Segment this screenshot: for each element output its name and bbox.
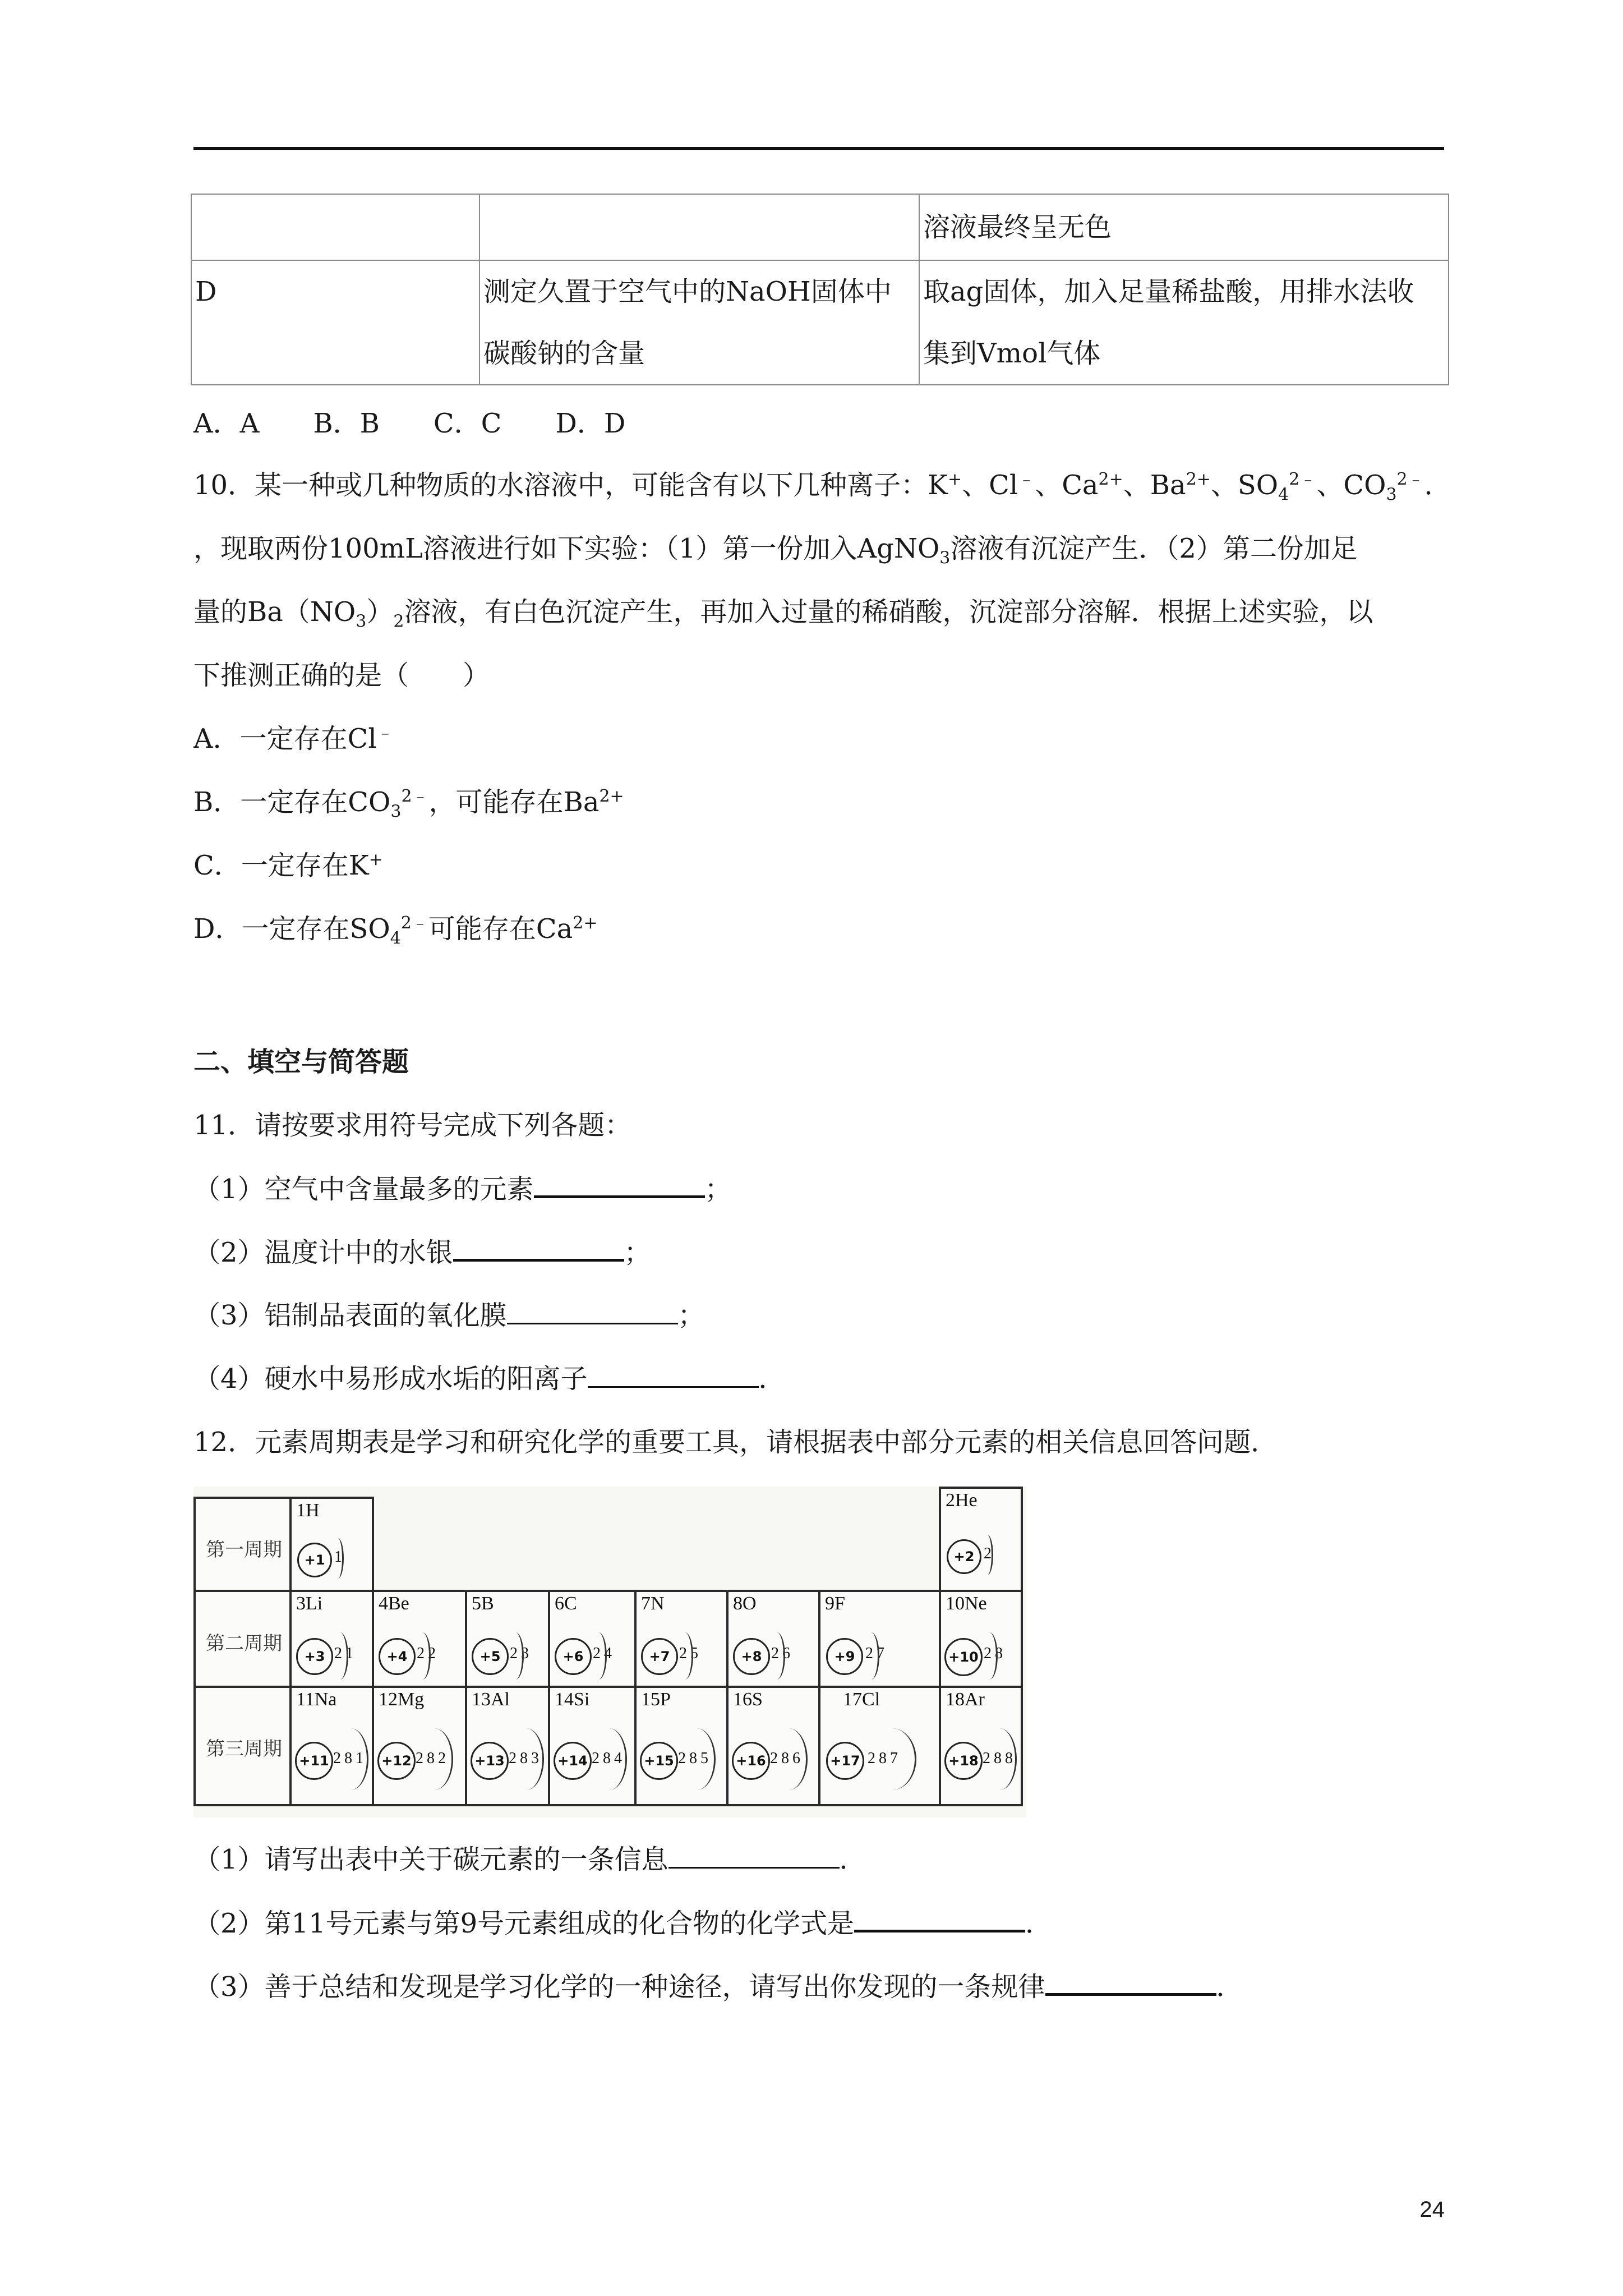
q10-line-2: [193, 532, 1358, 568]
shell-arc: [770, 1728, 808, 1790]
option-text: D．一定存在SO: [193, 913, 390, 945]
element-cell-he: [939, 1487, 1023, 1592]
electron-shells: 22: [417, 1645, 439, 1662]
table-cell: [479, 260, 919, 385]
superscript: ﹣: [1018, 470, 1035, 489]
shell-arc: [416, 1728, 453, 1790]
shell-arc: [983, 1728, 1017, 1790]
superscript: 2+: [599, 786, 624, 806]
answer-blank[interactable]: [507, 1299, 678, 1324]
periodic-table-figure: [193, 1487, 1026, 1818]
element-symbol: 16S: [733, 1689, 763, 1710]
shell-arc: [981, 1535, 993, 1575]
shell-arc: [678, 1728, 716, 1790]
q12-part-1: [193, 1843, 866, 1876]
nucleus: +4: [379, 1638, 416, 1675]
q10-option-d: [193, 912, 598, 949]
subscript: 3: [1386, 485, 1397, 505]
shell-arc: [863, 1632, 879, 1680]
element-cell-n: [634, 1590, 728, 1688]
shell-arc: [332, 1538, 344, 1579]
shell-arc: [508, 1632, 524, 1680]
q10-text: 、SO: [1210, 470, 1279, 501]
option-text: ，可能存在Ba: [428, 786, 600, 818]
superscript: +: [368, 850, 383, 869]
nucleus: +3: [296, 1638, 333, 1675]
q11-part-3: [193, 1299, 705, 1332]
q10-text: 、Cl: [962, 470, 1018, 501]
shell-arc: [592, 1728, 627, 1790]
q10-text: ．: [1424, 470, 1451, 501]
element-cell-s: [726, 1686, 820, 1806]
cell-line: 集到Vmol气体: [923, 338, 1101, 369]
element-symbol: 9F: [825, 1593, 845, 1614]
subscript: 3: [390, 802, 402, 822]
q10-text: 、Ba: [1123, 470, 1186, 501]
q11-part-2: [193, 1235, 651, 1269]
element-symbol: 8O: [733, 1593, 757, 1614]
element-symbol: 7N: [641, 1593, 665, 1614]
element-symbol: 18Ar: [946, 1689, 985, 1710]
subscript: 4: [1278, 485, 1289, 505]
nucleus: +12: [377, 1742, 416, 1780]
punct: ；: [677, 1300, 705, 1331]
element-symbol: 6C: [555, 1593, 577, 1614]
superscript: 2+: [1186, 470, 1211, 489]
q10-text: 溶液，有白色沉淀产生，再加入过量的稀硝酸，沉淀部分溶解．根据上述实验，以: [404, 596, 1373, 628]
electron-shells: 23: [510, 1645, 532, 1662]
q10-line-3: [193, 595, 1373, 632]
shell-arc: [333, 1728, 368, 1790]
table-cell: 溶液最终呈无色: [919, 194, 1449, 260]
nucleus: +13: [471, 1742, 509, 1780]
electron-shells: 24: [593, 1645, 615, 1662]
answer-blank[interactable]: [453, 1235, 624, 1262]
superscript: 2+: [573, 913, 598, 933]
table-cell: [919, 260, 1449, 385]
question-9-table: [191, 194, 1449, 385]
q10-option-b: [193, 785, 624, 822]
punct: ；: [624, 1237, 651, 1268]
element-symbol: 14Si: [555, 1689, 590, 1710]
answer-blank[interactable]: [588, 1363, 759, 1388]
element-cell-be: [372, 1590, 467, 1688]
subscript: 3: [356, 611, 367, 632]
shell-arc: [769, 1632, 785, 1680]
element-symbol: 1H: [296, 1500, 320, 1521]
part-text: （3）铝制品表面的氧化膜: [193, 1300, 507, 1331]
q12-part-2: [193, 1906, 1052, 1940]
element-symbol: 3Li: [296, 1593, 323, 1614]
row-label-1: 第一周期: [206, 1539, 282, 1561]
nucleus: +7: [641, 1638, 678, 1675]
nucleus: +5: [472, 1638, 509, 1675]
punct: ．: [758, 1363, 786, 1395]
punct: ．: [1025, 1908, 1053, 1939]
part-text: （4）硬水中易形成水垢的阳离子: [193, 1363, 588, 1395]
nucleus: +10: [944, 1638, 983, 1676]
nucleus: +1: [297, 1543, 332, 1577]
q11-part-4: [193, 1362, 786, 1396]
q11-stem: 11．请按要求用符号完成下列各题：: [193, 1110, 632, 1141]
shell-arc: [981, 1632, 998, 1680]
electron-shells: 285: [678, 1750, 712, 1767]
page-number: 24: [1419, 2197, 1445, 2222]
element-cell-o: [726, 1590, 820, 1688]
option-text: B．一定存在CO: [193, 786, 391, 818]
q10-text: 、Ca: [1035, 470, 1099, 501]
row-label-2: 第二周期: [206, 1632, 282, 1655]
q12-stem: 12．元素周期表是学习和研究化学的重要工具，请根据表中部分元素的相关信息回答问题．: [193, 1427, 1278, 1458]
element-cell-h: [289, 1497, 374, 1592]
element-cell-na: [289, 1686, 374, 1806]
electron-shells: 28: [984, 1645, 1006, 1662]
shell-arc: [677, 1632, 693, 1680]
q10-text: 10．某一种或几种物质的水溶液中，可能含有以下几种离子：K: [193, 470, 948, 501]
option-text: C．一定存在K: [193, 850, 369, 881]
electron-shells: 2: [984, 1545, 995, 1562]
cell-line: 取ag固体，加入足量稀盐酸，用排水法收: [923, 276, 1414, 307]
q10-text: ）: [366, 596, 394, 628]
part-text: （3）善于总结和发现是学习化学的一种途径，请写出你发现的一条规律: [193, 1971, 1045, 2003]
answer-blank[interactable]: [854, 1906, 1025, 1932]
nucleus: +8: [733, 1638, 770, 1675]
punct: ．: [1216, 1971, 1243, 2003]
subscript: 3: [939, 548, 951, 568]
shell-arc: [332, 1632, 348, 1680]
element-symbol: 2He: [946, 1490, 978, 1511]
q10-line-4: 下推测正确的是（ ）: [193, 660, 490, 691]
electron-shells: 288: [983, 1750, 1016, 1767]
electron-shells: 282: [416, 1750, 449, 1767]
element-cell-li: [289, 1590, 374, 1688]
superscript: 2﹣: [400, 913, 428, 933]
element-cell-c: [548, 1590, 637, 1688]
element-cell-ne: [939, 1590, 1023, 1688]
table-row: [191, 194, 1449, 260]
superscript: 2﹣: [1289, 470, 1317, 489]
q10-text: 量的Ba（NO: [193, 596, 356, 628]
table-cell: [191, 194, 479, 260]
electron-shells: 25: [679, 1645, 702, 1662]
electron-shells: 287: [868, 1750, 901, 1767]
element-symbol: 15P: [641, 1689, 671, 1710]
section-title: 二、填空与简答题: [193, 1046, 409, 1078]
part-text: （1）空气中含量最多的元素: [193, 1174, 534, 1205]
part-text: （1）请写出表中关于碳元素的一条信息: [193, 1844, 668, 1875]
shell-arc: [868, 1728, 916, 1790]
shell-arc: [509, 1728, 544, 1790]
nucleus: +9: [826, 1638, 863, 1675]
header-rule: [193, 147, 1444, 150]
electron-shells: 1: [334, 1548, 345, 1566]
electron-shells: 283: [509, 1750, 542, 1767]
superscript: ﹣: [376, 723, 394, 743]
nucleus: +16: [732, 1742, 770, 1780]
part-text: （2）第11号元素与第9号元素组成的化合物的化学式是: [193, 1908, 855, 1939]
q10-text: 溶液有沉淀产生．（2）第二份加足: [950, 533, 1358, 564]
answer-blank[interactable]: [534, 1172, 705, 1198]
element-cell-ar: [939, 1686, 1023, 1806]
table-cell: D: [191, 260, 479, 385]
q9-options: A．A B．B C．C D．D: [193, 408, 626, 439]
option-text: 可能存在Ca: [428, 913, 573, 945]
shell-arc: [414, 1632, 431, 1680]
electron-shells: 27: [865, 1645, 888, 1662]
element-cell-f: [818, 1590, 941, 1688]
electron-shells: 281: [333, 1750, 367, 1767]
nucleus: +15: [640, 1742, 678, 1780]
element-cell-si: [548, 1686, 637, 1806]
electron-shells: 286: [770, 1750, 804, 1767]
subscript: 4: [390, 928, 401, 949]
element-symbol: 4Be: [379, 1593, 409, 1614]
electron-shells: 284: [592, 1750, 625, 1767]
table-row: [191, 260, 1449, 385]
shell-arc: [591, 1632, 607, 1680]
table-cell: [479, 194, 919, 260]
nucleus: +6: [555, 1638, 592, 1675]
nucleus: +2: [947, 1539, 981, 1574]
q11-part-1: [193, 1172, 732, 1206]
cell-line: 测定久置于空气中的NaOH固体中: [483, 276, 892, 307]
element-cell-mg: [372, 1686, 467, 1806]
q10-option-c: [193, 849, 383, 882]
element-symbol: 12Mg: [379, 1689, 425, 1710]
answer-blank[interactable]: [668, 1843, 840, 1869]
punct: ；: [704, 1174, 732, 1205]
part-text: （2）温度计中的水银: [193, 1237, 453, 1268]
punct: ．: [839, 1844, 866, 1875]
cell-line: 碳酸钠的含量: [483, 338, 645, 369]
element-cell-al: [465, 1686, 550, 1806]
nucleus: +14: [554, 1742, 592, 1780]
superscript: 2+: [1098, 470, 1123, 489]
nucleus: +18: [944, 1742, 983, 1780]
element-cell-b: [465, 1590, 550, 1688]
q10-line-1: [193, 468, 1451, 505]
q10-text: 、CO: [1316, 470, 1386, 501]
element-symbol: 10Ne: [946, 1593, 987, 1614]
element-symbol: 13Al: [472, 1689, 510, 1710]
element-cell-p: [634, 1686, 728, 1806]
nucleus: +11: [295, 1742, 333, 1780]
superscript: 2﹣: [401, 786, 429, 806]
option-text: A．一定存在Cl: [193, 723, 377, 754]
q12-part-3: [193, 1970, 1243, 2004]
electron-shells: 21: [334, 1645, 357, 1662]
element-symbol: 11Na: [296, 1689, 337, 1710]
element-symbol: 5B: [472, 1593, 494, 1614]
row-label-3: 第三周期: [206, 1738, 282, 1760]
superscript: +: [947, 470, 962, 489]
subscript: 2: [393, 611, 404, 632]
superscript: 2﹣: [1396, 470, 1424, 489]
q10-text: ，现取两份100mL溶液进行如下实验：（1）第一份加入AgNO: [193, 533, 940, 564]
nucleus: +17: [826, 1742, 864, 1780]
q10-option-a: [193, 722, 394, 756]
element-symbol: 17Cl: [843, 1689, 880, 1710]
element-cell-cl: [818, 1686, 941, 1806]
electron-shells: 26: [771, 1645, 794, 1662]
answer-blank[interactable]: [1045, 1970, 1216, 1996]
